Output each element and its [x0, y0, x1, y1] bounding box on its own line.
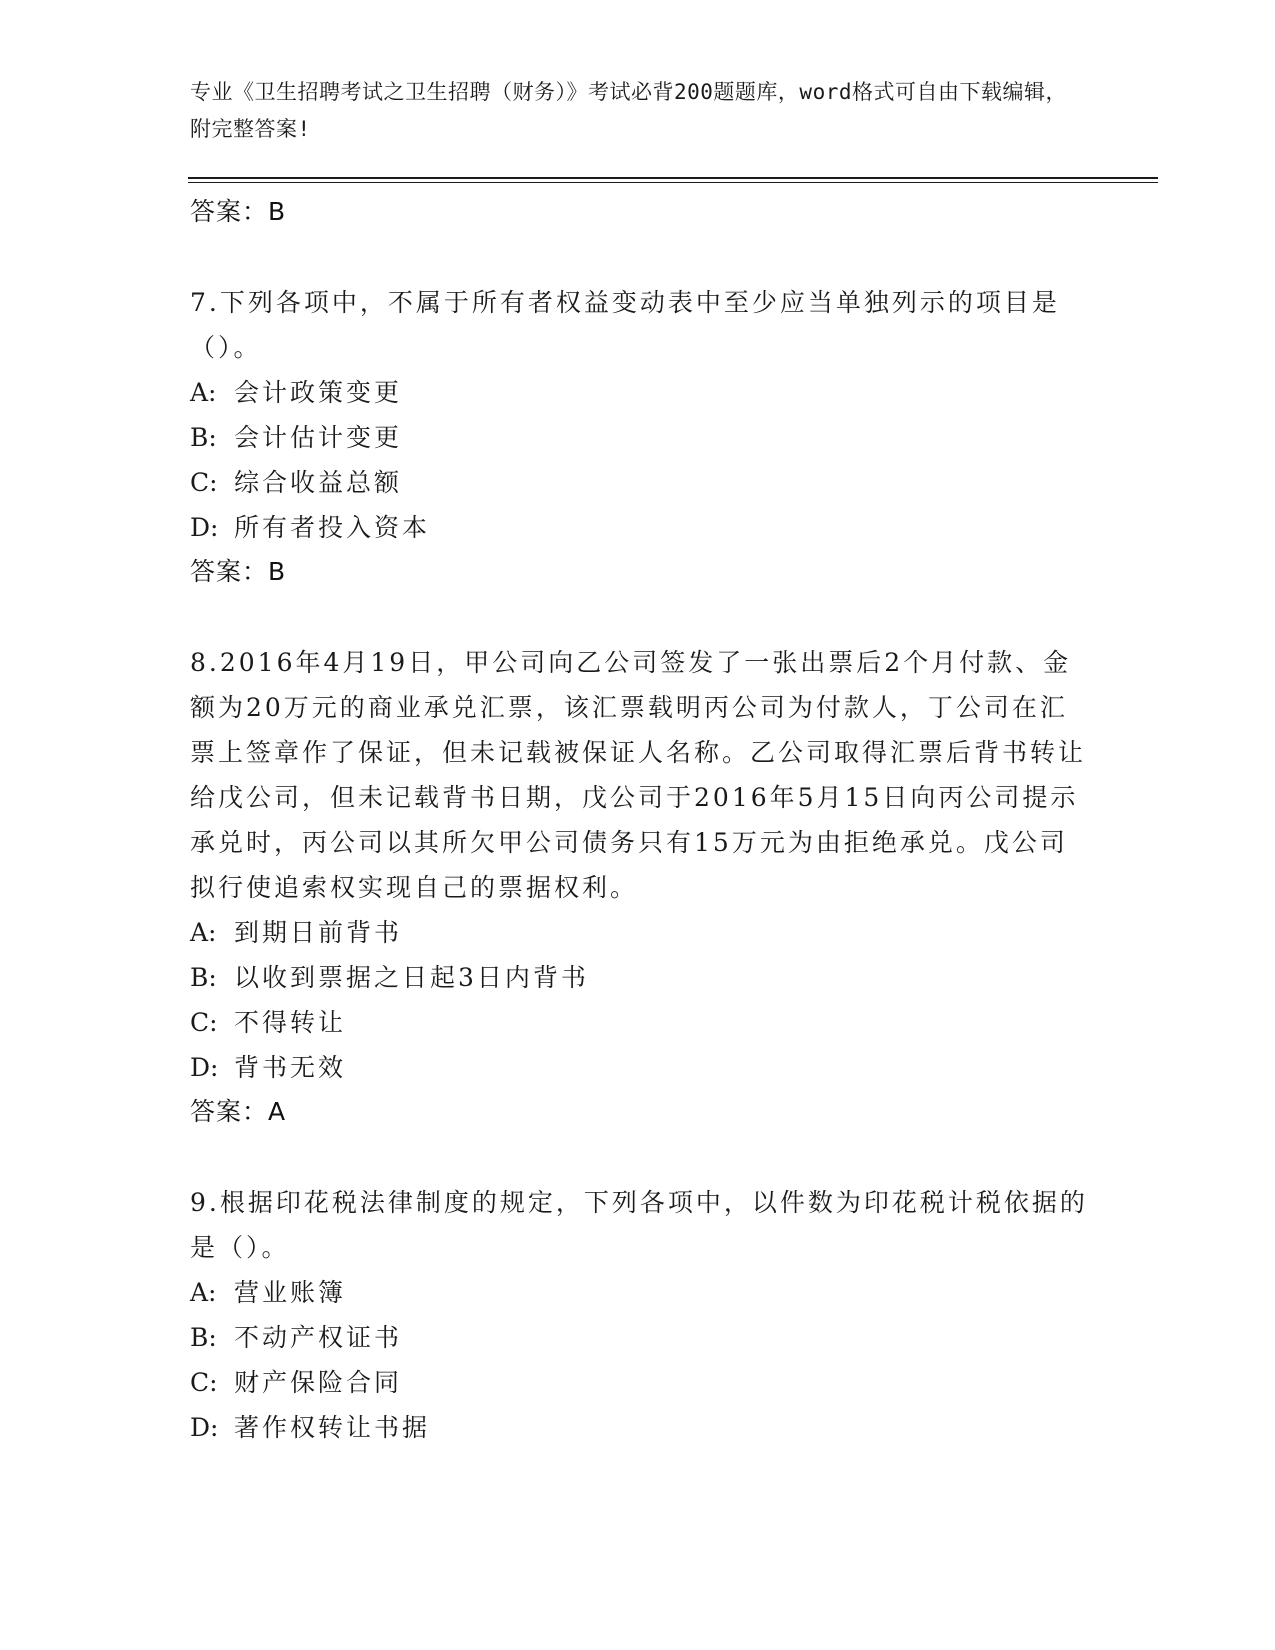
option-key: C: [190, 1368, 218, 1397]
question-text: 7.下列各项中，不属于所有者权益变动表中至少应当单独列示的项目是（）。 [190, 288, 1060, 362]
question-block [190, 280, 1090, 594]
option-text: 会计估计变更 [234, 423, 403, 452]
option-text: 不动产权证书 [234, 1323, 403, 1352]
option-text: 以收到票据之日起3日内背书 [234, 963, 589, 992]
option-item [190, 1360, 1090, 1405]
option-key: B: [190, 1323, 217, 1352]
option-key: A: [190, 1278, 217, 1307]
header-divider-thin [188, 182, 1158, 183]
option-key: C: [190, 468, 218, 497]
option-item [190, 505, 1090, 550]
answer-line: 答案：B [190, 197, 287, 226]
option-item [190, 370, 1090, 415]
option-text: 财产保险合同 [234, 1368, 403, 1397]
answer-line: 答案：B [190, 557, 287, 586]
answer-line: 答案：A [190, 1097, 287, 1126]
option-key: D: [190, 513, 219, 542]
option-key: B: [190, 423, 217, 452]
option-key: D: [190, 1053, 219, 1082]
question-text: 8.2016年4月19日，甲公司向乙公司签发了一张出票后2个月付款、金额为20万元的商业承兑汇票，该汇票载明丙公司为付款人，丁公司在汇票上签章作了保证，但未记载被保证人名称。乙公司取得汇票后背书转让给戊公司，但未记载背书日期，戊公司于2016年5月15日向丙公司提示承兑时，丙公司以其所欠甲公司债务只有15万元为由拒绝承兑。戊公司拟行使追索权实现自己的票据权利。 [190, 648, 1087, 902]
option-text: 不得转让 [234, 1008, 347, 1037]
option-text: 会计政策变更 [234, 378, 403, 407]
option-text: 综合收益总额 [234, 468, 403, 497]
option-item [190, 415, 1090, 460]
option-text: 著作权转让书据 [234, 1413, 431, 1442]
document-header: 专业《卫生招聘考试之卫生招聘（财务）》考试必背200题题库，word格式可自由下载编辑，附完整答案! [190, 80, 1067, 141]
option-text: 背书无效 [234, 1053, 347, 1082]
option-key: C: [190, 1008, 218, 1037]
question-block [190, 640, 1090, 1134]
option-key: B: [190, 963, 217, 992]
option-text: 所有者投入资本 [234, 513, 431, 542]
option-item [190, 910, 1090, 955]
question-text: 9.根据印花税法律制度的规定，下列各项中，以件数为印花税计税依据的是（）。 [190, 1188, 1088, 1262]
question-block [190, 1180, 1090, 1450]
header-divider-thick [188, 177, 1158, 179]
option-item [190, 1000, 1090, 1045]
option-item [190, 955, 1090, 1000]
option-text: 到期日前背书 [234, 918, 403, 947]
option-item [190, 1315, 1090, 1360]
option-key: A: [190, 378, 217, 407]
option-key: D: [190, 1413, 219, 1442]
option-item [190, 1405, 1090, 1450]
option-text: 营业账簿 [234, 1278, 347, 1307]
option-item [190, 460, 1090, 505]
option-item [190, 1270, 1090, 1315]
option-item [190, 1045, 1090, 1090]
document-body [190, 190, 1090, 1450]
option-key: A: [190, 918, 217, 947]
